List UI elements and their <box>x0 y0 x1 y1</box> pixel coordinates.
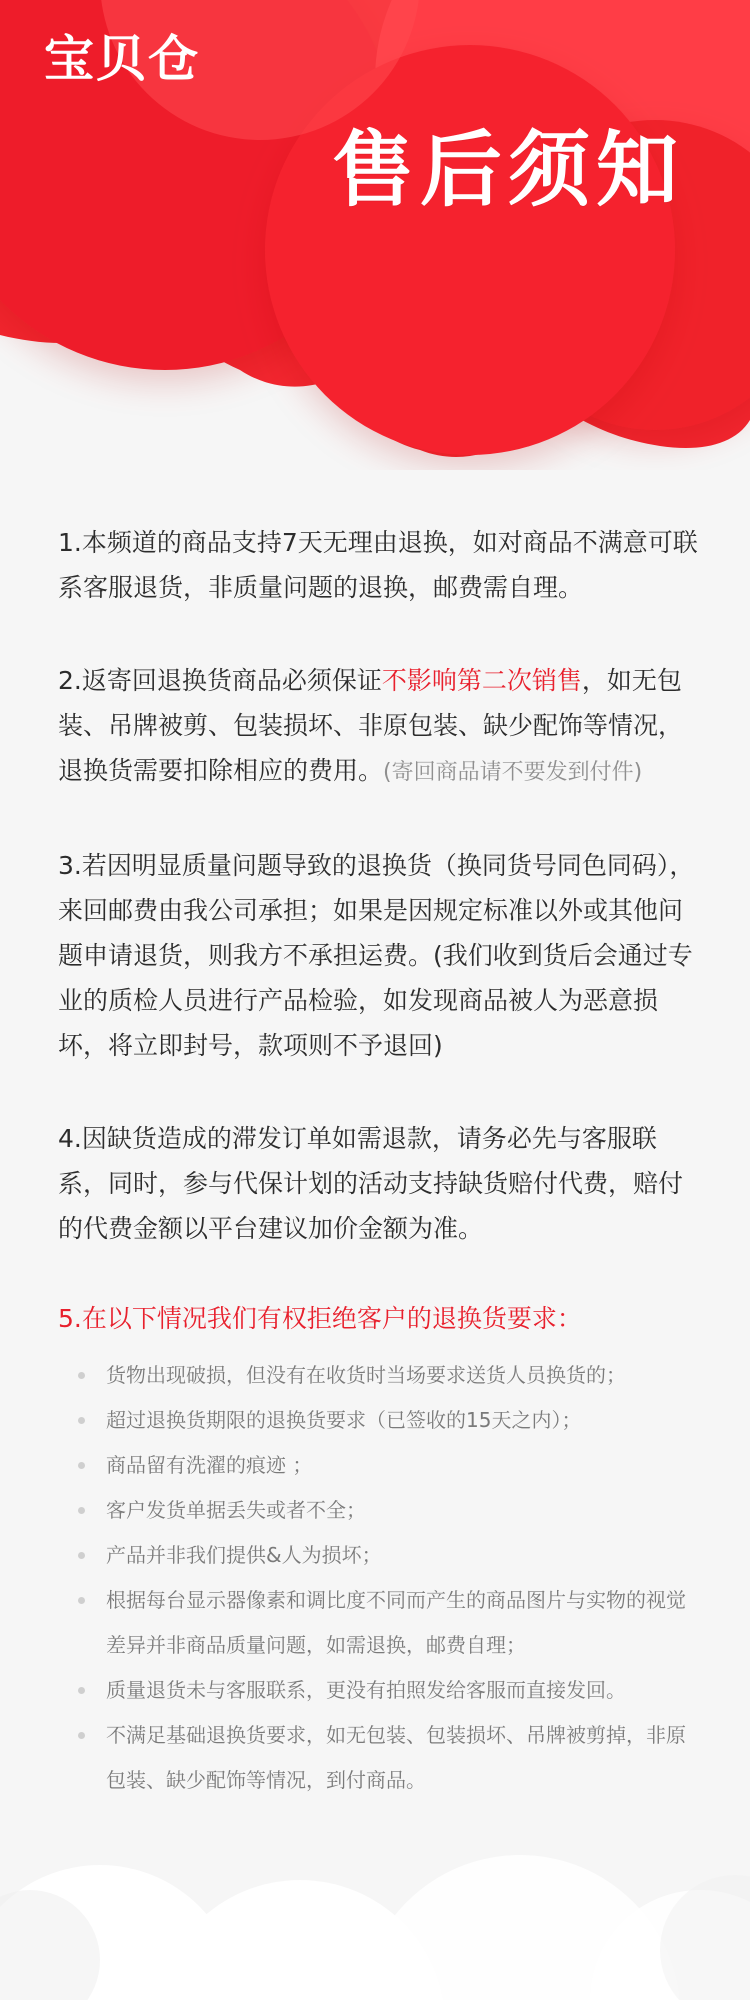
rule-4-part-0: 4.因缺货造成的滞发订单如需退款，请务必先与客服联系，同时，参与代保计划的活动支持缺货赔付代费，赔付的代费金额以平台建议加价金额为准。 <box>58 1124 684 1243</box>
bullet-dot-icon <box>78 1462 85 1469</box>
notice-content <box>58 520 698 1803</box>
refusal-item <box>58 1668 698 1713</box>
refusal-item-text: 商品留有洗濯的痕迹 ； <box>106 1453 313 1477</box>
page-title: 售后须知 <box>331 123 684 218</box>
refusal-list <box>58 1353 698 1803</box>
header-banner <box>0 0 750 470</box>
brand-logo: 宝贝仓 <box>44 30 200 88</box>
bullet-dot-icon <box>78 1417 85 1424</box>
rule-2 <box>58 658 698 795</box>
rule-2-part-3: (寄回商品请不要发到付件) <box>383 760 643 785</box>
refusal-heading: 5.在以下情况我们有权拒绝客户的退换货要求： <box>58 1304 582 1333</box>
rule-3 <box>58 843 698 1068</box>
refusal-item-text: 超过退换货期限的退换货要求（已签收的15天之内）； <box>106 1408 582 1432</box>
refusal-item-text: 不满足基础退换货要求，如无包装、包装损坏、吊牌被剪掉，非原包装、缺少配饰等情况，到付商品。 <box>106 1723 686 1792</box>
refusal-item <box>58 1353 698 1398</box>
refusal-item-text: 货物出现破损，但没有在收货时当场要求送货人员换货的； <box>106 1363 626 1387</box>
bullet-dot-icon <box>78 1687 85 1694</box>
rules-sections <box>58 520 698 1251</box>
bullet-dot-icon <box>78 1372 85 1379</box>
bullet-dot-icon <box>78 1732 85 1739</box>
bullet-dot-icon <box>78 1597 85 1604</box>
refusal-item-text: 质量退货未与客服联系，更没有拍照发给客服而直接发回。 <box>106 1678 626 1702</box>
refusal-item-text: 产品并非我们提供&人为损坏； <box>106 1543 382 1567</box>
bullet-dot-icon <box>78 1552 85 1559</box>
refusal-item <box>58 1398 698 1443</box>
rule-2-part-2: ，如无包装、吊牌被剪、包装损坏、非原包装、缺少配饰等情况，退换货需要扣除相应的费用。 <box>58 666 684 785</box>
footer-cloud-shapes <box>0 1840 750 2000</box>
refusal-item <box>58 1578 698 1668</box>
refusal-item <box>58 1488 698 1533</box>
refusal-item-text: 客户发货单据丢失或者不全； <box>106 1498 366 1522</box>
refusal-item <box>58 1443 698 1488</box>
rule-2-part-1: 不影响第二次销售 <box>381 666 582 695</box>
rule-1-part-0: 1.本频道的商品支持7天无理由退换，如对商品不满意可联系客服退货，非质量问题的退换，邮费需自理。 <box>58 528 698 602</box>
rule-1 <box>58 520 698 610</box>
refusal-item <box>58 1713 698 1803</box>
refusal-item-text: 根据每台显示器像素和调比度不同而产生的商品图片与实物的视觉差异并非商品质量问题，如需退换，邮费自理； <box>106 1588 686 1657</box>
rule-4 <box>58 1116 698 1251</box>
bullet-dot-icon <box>78 1507 85 1514</box>
footer-cloud-decor <box>0 1840 750 2000</box>
rule-2-part-0: 2.返寄回退换货商品必须保证 <box>58 666 382 695</box>
rule-3-part-0: 3.若因明显质量问题导致的退换货（换同货号同色同码），来回邮费由我公司承担；如果是因规定标准以外或其他问题申请退货，则我方不承担运费。(我们收到货后会通过专业的质检人员进行产品检验，如发现商品被人为恶意损坏，将立即封号，款项则不予退回) <box>58 851 695 1060</box>
refusal-item <box>58 1533 698 1578</box>
